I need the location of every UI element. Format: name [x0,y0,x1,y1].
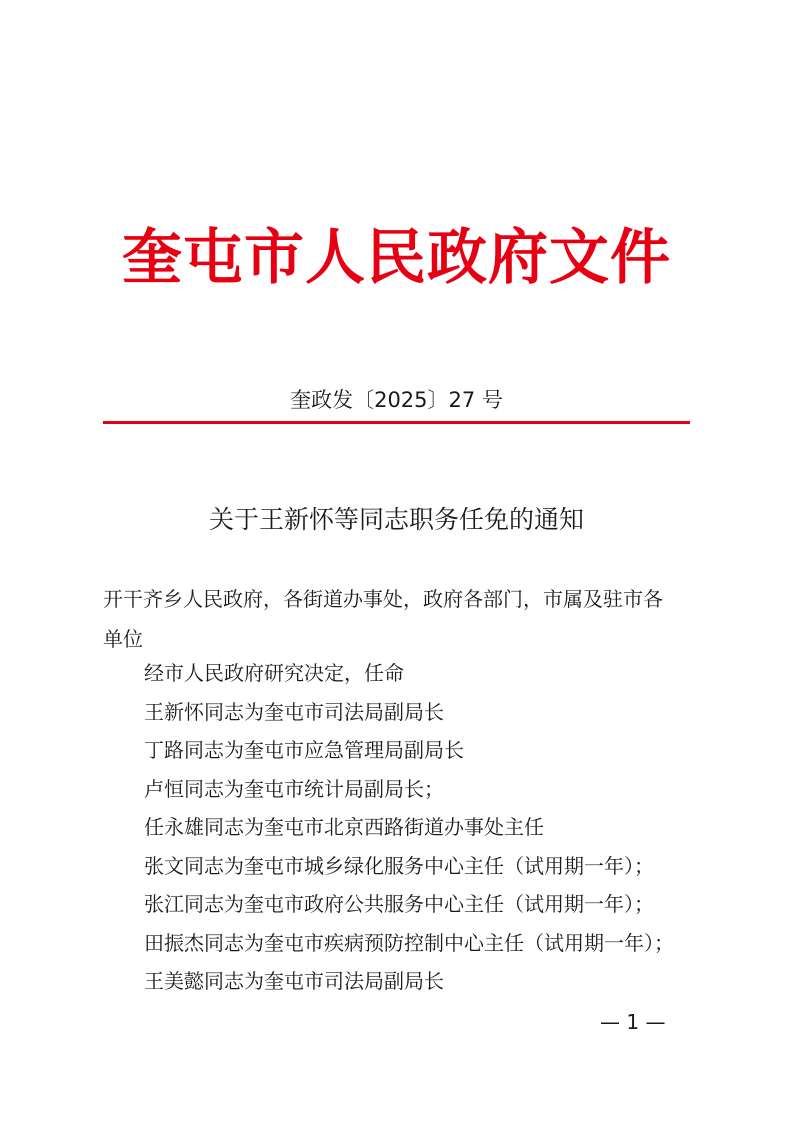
appointment-item: 任永雄同志为奎屯市北京西路街道办事处主任 [144,815,544,839]
appointment-item: 王美懿同志为奎屯市司法局副局长 [144,969,444,993]
appointment-item: 丁路同志为奎屯市应急管理局副局长 [144,738,464,762]
appointment-item: 张江同志为奎屯市政府公共服务中心主任（试用期一年）； [144,892,654,916]
appointment-item: 卢恒同志为奎屯市统计局副局长； [144,776,444,801]
red-divider-line [103,421,690,424]
body-paragraph-decision: 经市人民政府研究决定，任命 [144,661,404,685]
appointment-item: 田振杰同志为奎屯市疾病预防控制中心主任（试用期一年）； [144,930,674,955]
recipients-line: 单位 [103,627,143,651]
recipients-line: 开干齐乡人民政府，各街道办事处，政府各部门，市属及驻市各 [103,587,663,611]
appointment-item: 王新怀同志为奎屯市司法局副局长 [144,699,444,724]
recipients [103,579,703,659]
page-number: — 1 — [600,1010,666,1034]
notice-title: 关于王新怀等同志职务任免的通知 [208,505,584,534]
notice-body [144,654,744,1001]
document-number: 奎政发〔2025〕27 号 [290,388,503,412]
appointment-item: 张文同志为奎屯市城乡绿化服务中心主任（试用期一年）； [144,853,654,878]
document-header-title: 奎屯市人民政府文件 [122,223,671,293]
